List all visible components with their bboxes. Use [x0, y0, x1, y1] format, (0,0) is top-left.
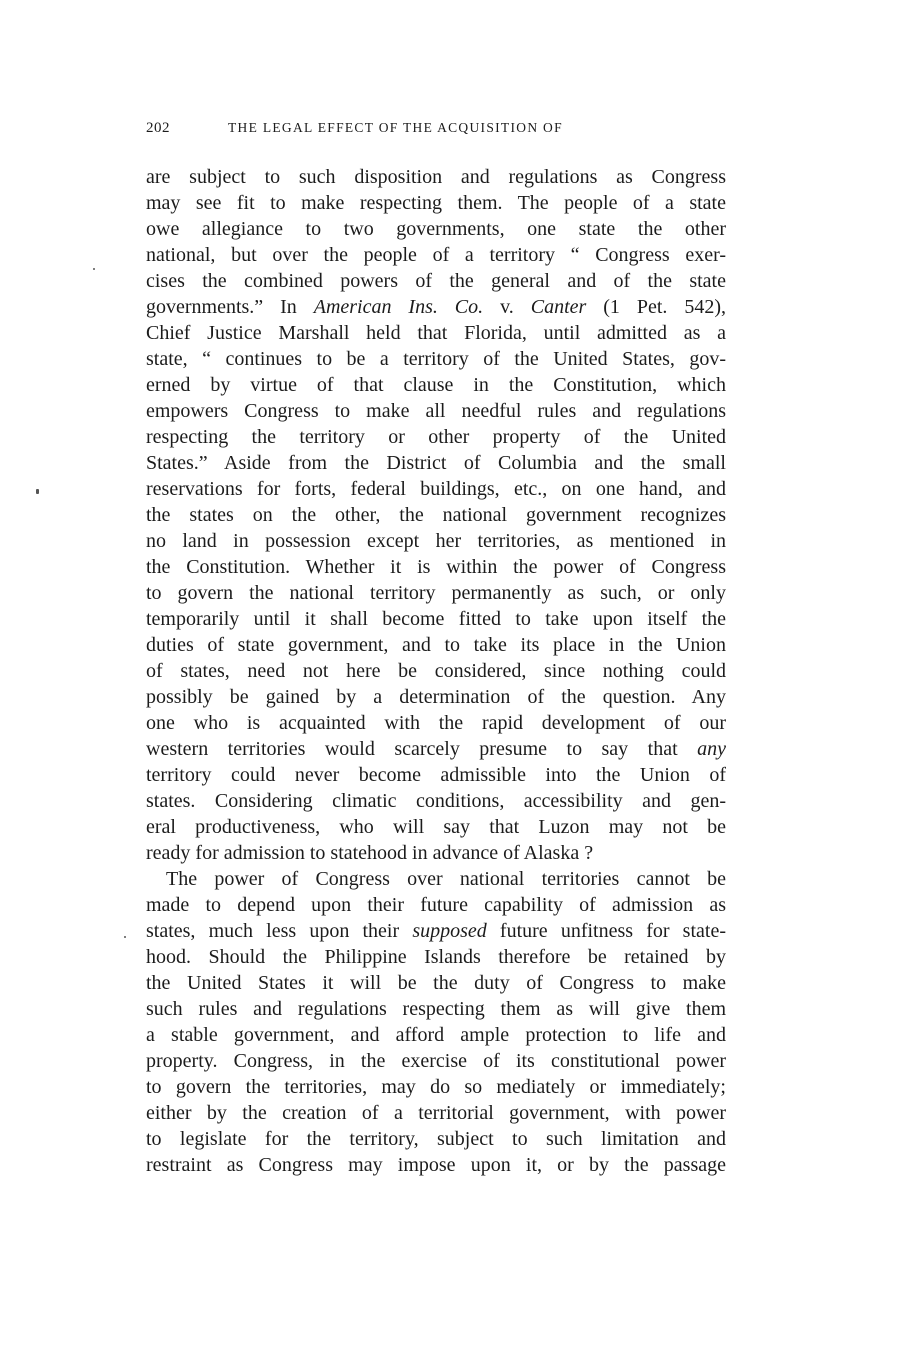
emphasis-italic: any: [697, 738, 726, 760]
running-header: [146, 120, 726, 137]
text-line: territory could never become admissible into the Union of: [146, 764, 726, 786]
text-line: state, “ continues to be a territory of the United States, gov-: [146, 348, 726, 370]
text-line: reservations for forts, federal buildings, etc., on one hand, and: [146, 478, 726, 500]
text-line: one who is acquainted with the rapid development of our: [146, 712, 726, 734]
text-run: states, much less upon their: [146, 920, 413, 942]
running-title: THE LEGAL EFFECT OF THE ACQUISITION OF: [228, 120, 563, 135]
text-line: national, but over the people of a territory “ Congress exer-: [146, 244, 726, 266]
text-line: Chief Justice Marshall held that Florida, until admitted as a: [146, 322, 726, 344]
case-name-italic: Canter: [530, 296, 587, 318]
text-line: property. Congress, in the exercise of its constitutional power: [146, 1050, 726, 1072]
text-run: (1 Pet. 542),: [586, 296, 726, 318]
paragraph-2: [146, 866, 726, 1178]
text-line: eral productiveness, who will say that Luzon may not be: [146, 816, 726, 838]
text-line: either by the creation of a territorial government, with power: [146, 1102, 726, 1124]
text-line: hood. Should the Philippine Islands therefore be retained by: [146, 946, 726, 968]
text-line: are subject to such disposition and regulations as Congress: [146, 166, 726, 188]
text-line: possibly be gained by a determination of the question. Any: [146, 686, 726, 708]
text-line: duties of state government, and to take its place in the Union: [146, 634, 726, 656]
text-line: restraint as Congress may impose upon it, or by the passage: [146, 1154, 726, 1176]
text-line: respecting the territory or other property of the United: [146, 426, 726, 448]
paragraph-1: [146, 164, 726, 866]
text-line: the United States it will be the duty of Congress to make: [146, 972, 726, 994]
text-line: such rules and regulations respecting them as will give them: [146, 998, 726, 1020]
text-line: no land in possession except her territories, as mentioned in: [146, 530, 726, 552]
case-name-italic: American Ins. Co.: [313, 296, 484, 318]
text-line: owe allegiance to two governments, one state the other: [146, 218, 726, 240]
text-line: ready for admission to statehood in advance of Alaska ?: [146, 842, 594, 864]
text-line: made to depend upon their future capability of admission as: [146, 894, 726, 916]
text-line: [146, 294, 726, 320]
body-text: [146, 164, 726, 1178]
text-run: governments.” In: [146, 296, 314, 318]
scan-speck: [36, 489, 39, 494]
text-line: the Constitution. Whether it is within the power of Congress: [146, 556, 726, 578]
text-line: may see fit to make respecting them. The people of a state: [146, 192, 726, 214]
text-line: [146, 736, 726, 762]
scan-speck: [124, 936, 126, 938]
emphasis-italic: supposed: [412, 920, 487, 942]
text-line: empowers Congress to make all needful rules and regulations: [146, 400, 726, 422]
text-line: The power of Congress over national territories cannot be: [166, 868, 726, 890]
text-line: [146, 918, 726, 944]
text-line: States.” Aside from the District of Columbia and the small: [146, 452, 726, 474]
text-run: western territories would scarcely presume to say that: [146, 738, 698, 760]
page-number: 202: [146, 120, 170, 136]
text-line: erned by virtue of that clause in the Constitution, which: [146, 374, 726, 396]
text-line: of states, need not here be considered, since nothing could: [146, 660, 726, 682]
scan-speck: [93, 268, 95, 270]
text-line: cises the combined powers of the general and of the state: [146, 270, 726, 292]
text-line: to govern the national territory permanently as such, or only: [146, 582, 726, 604]
text-line: the states on the other, the national government recognizes: [146, 504, 726, 526]
text-line: states. Considering climatic conditions, accessibility and gen-: [146, 790, 726, 812]
text-run: future unfitness for state-: [486, 920, 726, 942]
text-line: to legislate for the territory, subject to such limitation and: [146, 1128, 726, 1150]
text-line: temporarily until it shall become fitted to take upon itself the: [146, 608, 726, 630]
text-run: v.: [483, 296, 531, 318]
text-line: a stable government, and afford ample protection to life and: [146, 1024, 726, 1046]
text-line: to govern the territories, may do so mediately or immediately;: [146, 1076, 726, 1098]
